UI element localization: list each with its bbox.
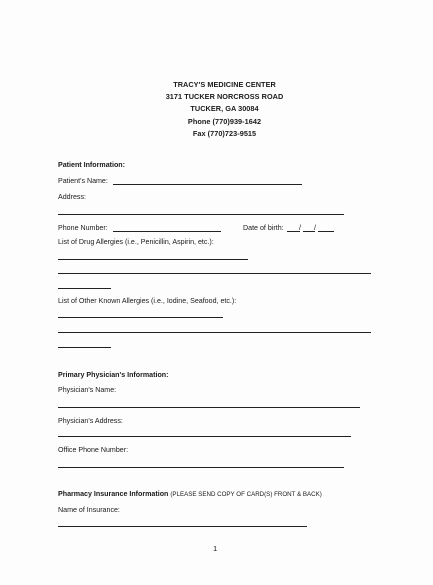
clinic-address: 3171 TUCKER NORCROSS ROAD (165, 92, 284, 102)
physician-address-field[interactable] (58, 436, 351, 437)
phone-number-field[interactable] (113, 231, 221, 232)
clinic-name: TRACY'S MEDICINE CENTER (173, 80, 276, 89)
physician-name-field[interactable] (58, 407, 360, 408)
physician-address-label: Physician's Address: (58, 417, 123, 425)
pharmacy-heading: Pharmacy Insurance Information (58, 490, 169, 498)
clinic-fax: Fax (770)723-9515 (192, 128, 257, 138)
dob-label: Date of birth: (243, 224, 284, 232)
other-allergies-field-3[interactable] (58, 347, 111, 348)
clinic-phone: Phone (770)939-1642 (187, 116, 262, 126)
insurance-name-label: Name of Insurance: (58, 506, 120, 514)
office-phone-field[interactable] (58, 467, 344, 468)
patient-name-label: Patient's Name: (58, 177, 108, 185)
pharmacy-note: (PLEASE SEND COPY OF CARD(S) FRONT & BACK) (170, 491, 322, 498)
pharmacy-heading-row (58, 490, 322, 499)
office-phone-label: Office Phone Number: (58, 446, 129, 454)
address-label: Address: (58, 193, 86, 201)
other-allergies-field-1[interactable] (58, 317, 223, 318)
insurance-name-field[interactable] (58, 526, 307, 527)
dob-year-field[interactable] (318, 231, 334, 232)
drug-allergies-field-1[interactable] (58, 259, 248, 260)
phone-number-label: Phone Number: (58, 224, 108, 232)
drug-allergies-field-2[interactable] (58, 273, 371, 274)
clinic-city: TUCKER, GA 30084 (190, 104, 259, 114)
drug-allergies-field-3[interactable] (58, 288, 111, 289)
other-allergies-label: List of Other Known Allergies (i.e., Iodine, Seafood, etc.): (58, 297, 237, 305)
other-allergies-field-2[interactable] (58, 332, 371, 333)
dob-separator: / (299, 224, 301, 232)
patient-info-heading: Patient Information: (58, 161, 125, 169)
drug-allergies-label: List of Drug Allergies (i.e., Penicillin, Aspirin, etc.): (58, 238, 214, 246)
patient-name-field[interactable] (113, 184, 302, 185)
clinic-header (0, 79, 433, 140)
address-field[interactable] (58, 214, 344, 215)
physician-info-heading: Primary Physician's Information: (58, 371, 169, 379)
dob-separator: / (314, 224, 316, 232)
page-number: 1 (213, 544, 218, 553)
physician-name-label: Physician's Name: (58, 386, 117, 394)
